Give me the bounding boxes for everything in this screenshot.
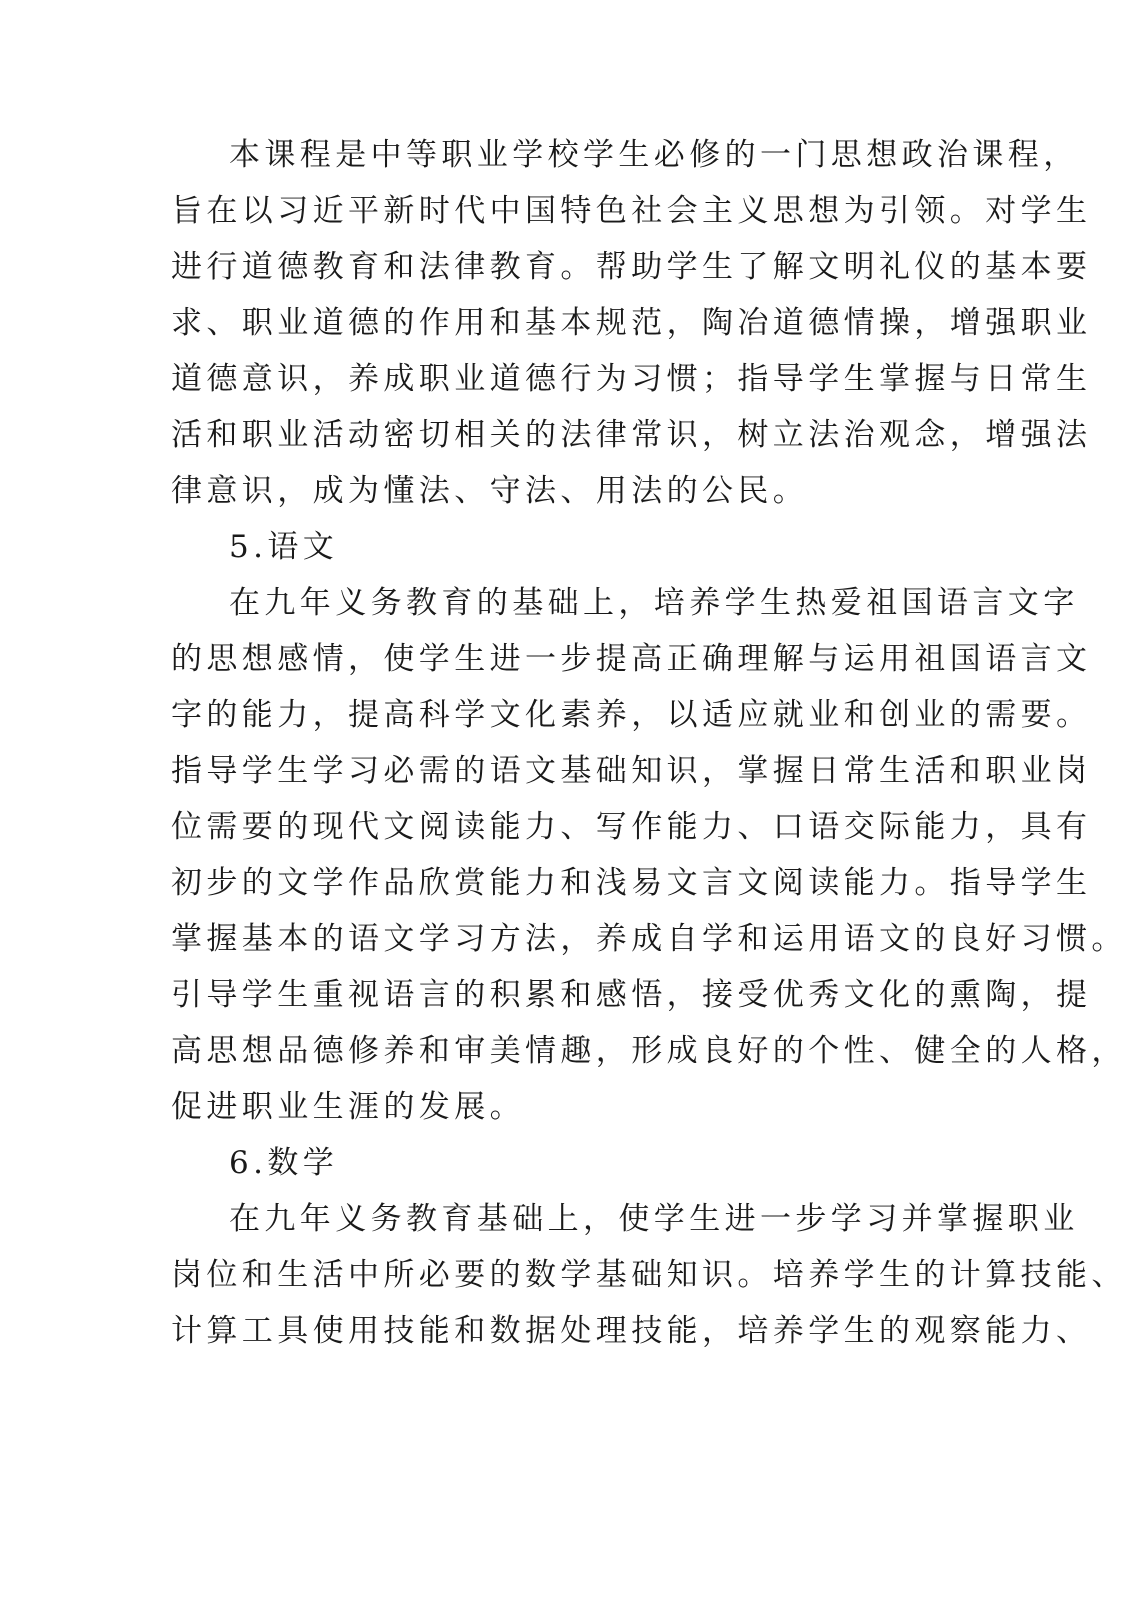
paragraph-line: 求、职业道德的作用和基本规范，陶冶道德情操，增强职业	[171, 305, 1092, 341]
paragraph-line: 初步的文学作品欣赏能力和浅易文言文阅读能力。指导学生	[171, 865, 1092, 901]
paragraph-line: 进行道德教育和法律教育。帮助学生了解文明礼仪的基本要	[171, 249, 1092, 285]
paragraph-line: 在九年义务教育基础上，使学生进一步学习并掌握职业	[229, 1201, 1079, 1237]
paragraph-line: 引导学生重视语言的积累和感悟，接受优秀文化的熏陶，提	[171, 977, 1092, 1013]
paragraph-line: 活和职业活动密切相关的法律常识，树立法治观念，增强法	[171, 417, 1092, 453]
section-heading: 6.数学	[229, 1145, 339, 1181]
paragraph-line: 位需要的现代文阅读能力、写作能力、口语交际能力，具有	[171, 809, 1092, 845]
paragraph-line: 高思想品德修养和审美情趣，形成良好的个性、健全的人格，	[171, 1033, 1127, 1069]
paragraph-line: 本课程是中等职业学校学生必修的一门思想政治课程，	[229, 137, 1079, 173]
paragraph-line: 道德意识，养成职业道德行为习惯；指导学生掌握与日常生	[171, 361, 1092, 397]
paragraph-line: 在九年义务教育的基础上，培养学生热爱祖国语言文字	[229, 585, 1079, 621]
paragraph-line: 岗位和生活中所必要的数学基础知识。培养学生的计算技能、	[171, 1257, 1127, 1293]
section-heading: 5.语文	[229, 529, 339, 565]
paragraph-line: 旨在以习近平新时代中国特色社会主义思想为引领。对学生	[171, 193, 1092, 229]
paragraph-line: 指导学生学习必需的语文基础知识，掌握日常生活和职业岗	[171, 753, 1092, 789]
paragraph-line: 字的能力，提高科学文化素养，以适应就业和创业的需要。	[171, 697, 1092, 733]
paragraph-line: 律意识，成为懂法、守法、用法的公民。	[171, 473, 809, 509]
paragraph-line: 促进职业生涯的发展。	[171, 1089, 525, 1125]
paragraph-line: 的思想感情，使学生进一步提高正确理解与运用祖国语言文	[171, 641, 1092, 677]
paragraph-line: 计算工具使用技能和数据处理技能，培养学生的观察能力、	[171, 1313, 1092, 1349]
paragraph-line: 掌握基本的语文学习方法，养成自学和运用语文的良好习惯。	[171, 921, 1127, 957]
